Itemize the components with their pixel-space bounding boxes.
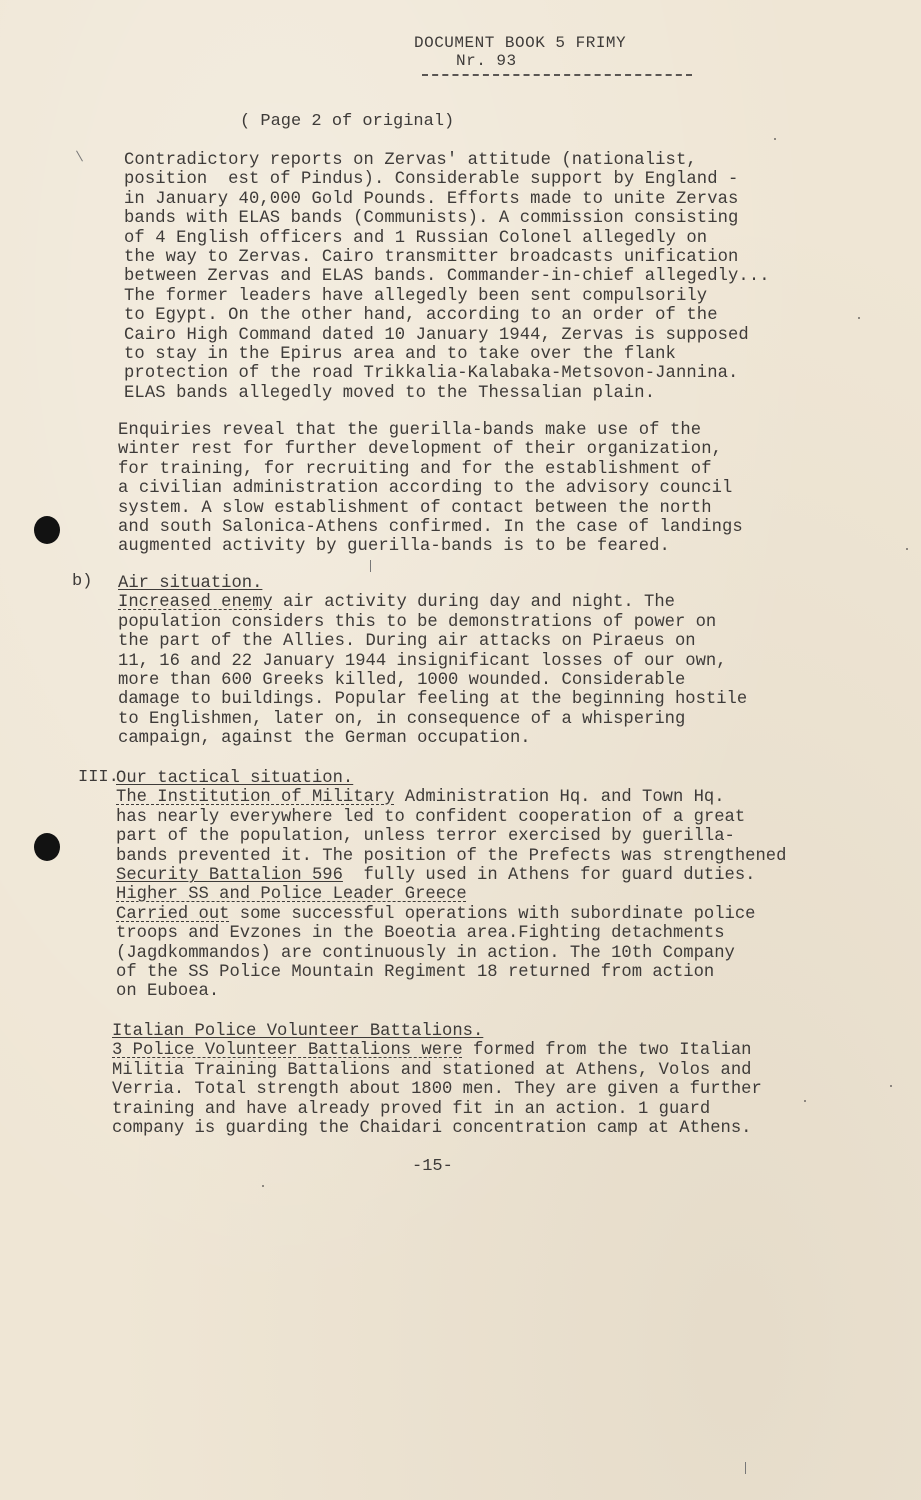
security-battalion-rest: fully used in Athens for guard duties. — [342, 866, 756, 886]
paragraph-zervas: Contradictory reports on Zervas' attitude (nationalist, position est of Pindus). Considerable support by England - in January 40,000 Gold Pounds. Efforts made to unite Zervas bands with ELAS bands (Communists). A commission consisting of 4 English officers and 1 Russian Colonel allegedly on the way to Zervas. Cairo transmitter broadcasts unification between Zervas and ELAS bands. Commander-in-chief allegedly... The former leaders have allegedly been sent compulsorily to Egypt. On the other hand, according to an order of the Cairo High Command dated 10 January 1944, Zervas is supposed to stay in the Epirus area and to take over the flank protection of the road Trikkalia-Kalabaka-Metsovon-Jannina. ELAS bands allegedly moved to the Thessalian plain. — [124, 151, 770, 403]
section-b-marker: b) — [72, 572, 93, 591]
security-battalion: Security Battalion 596 — [116, 866, 343, 886]
document-book-title: DOCUMENT BOOK 5 FRIMY — [414, 34, 627, 52]
page-of-original: ( Page 2 of original) — [240, 112, 455, 131]
tactical-body-1: has nearly everywhere led to confident cooperation of a great part of the population, unless terror exercised by guerilla- bands prevented it. The position of the Prefects was strengthened — [116, 807, 787, 866]
paper-fleck — [262, 1185, 264, 1187]
air-situation-lead-rest: air activity during day and night. The — [272, 593, 675, 613]
air-situation-lead: Increased enemy — [118, 593, 273, 613]
italian-police-lead: 3 Police Volunteer Battalions were — [112, 1041, 463, 1061]
document-header — [408, 34, 698, 76]
italian-police-body: Militia Training Battalions and stationed at Athens, Volos and Verria. Total strength about 1800 men. They are given a further training and have already proved fit in an action. 1 guard company is guarding the Chaidari concentration camp at Athens. — [112, 1060, 762, 1139]
tactical-situation-heading: Our tactical situation. — [116, 769, 354, 788]
tactical-lead: The Institution of Military — [116, 788, 395, 808]
air-situation-body: population considers this to be demonstrations of power on the part of the Allies. During air attacks on Piraeus on 11, 16 and 22 January 1944 insignificant losses of our own, more than 600 Greeks killed, 1000 wounded. Considerable damage to buildings. Popular feeling at the beginning hostile to Englishmen, later on, in consequence of a whispering campaign, against the German occupation. — [118, 612, 748, 749]
section-italian-police — [112, 1022, 762, 1138]
pen-mark — [745, 1462, 746, 1474]
paper-fleck — [804, 1100, 806, 1102]
section-iii-marker: III. — [78, 768, 119, 787]
higher-ss-police-leader: Higher SS and Police Leader Greece — [116, 885, 467, 905]
pen-mark — [370, 560, 371, 572]
section-tactical-situation — [116, 769, 786, 1002]
tactical-body-2: troops and Evzones in the Boeotia area.Fighting detachments (Jagdkommandos) are continuously in action. The 10th Company of the SS Police Mountain Regiment 18 returned from action on Euboea. — [116, 924, 735, 1002]
tactical-lead-rest: Administration Hq. and Town Hq. — [394, 788, 725, 808]
paragraph-enquiries: Enquiries reveal that the guerilla-bands make use of the winter rest for further development of their organization, for training, for recruiting and for the establishment of a civilian administration according to the advisory council system. A slow establishment of contact between the north and south Salonica-Athens confirmed. In the case of landings augmented activity by guerilla-bands is to be feared. — [118, 421, 743, 557]
italian-police-heading: Italian Police Volunteer Battalions. — [112, 1022, 484, 1041]
paper-fleck — [906, 548, 908, 550]
pen-mark — [76, 151, 83, 162]
paper-fleck — [890, 1085, 892, 1087]
paper-fleck — [858, 317, 860, 319]
carried-out-lead: Carried out — [116, 904, 230, 924]
punch-hole-lower — [34, 833, 60, 861]
document-number: Nr. 93 — [456, 52, 517, 70]
carried-out-rest: some successful operations with subordinate police — [229, 904, 756, 924]
header-dashed-rule — [422, 74, 692, 76]
paper-fleck — [774, 138, 776, 140]
italian-police-lead-rest: formed from the two Italian — [462, 1041, 752, 1061]
page-number: -15- — [412, 1157, 453, 1176]
air-situation-heading: Air situation. — [118, 574, 263, 593]
punch-hole-upper — [34, 516, 60, 544]
section-air-situation — [118, 574, 747, 749]
